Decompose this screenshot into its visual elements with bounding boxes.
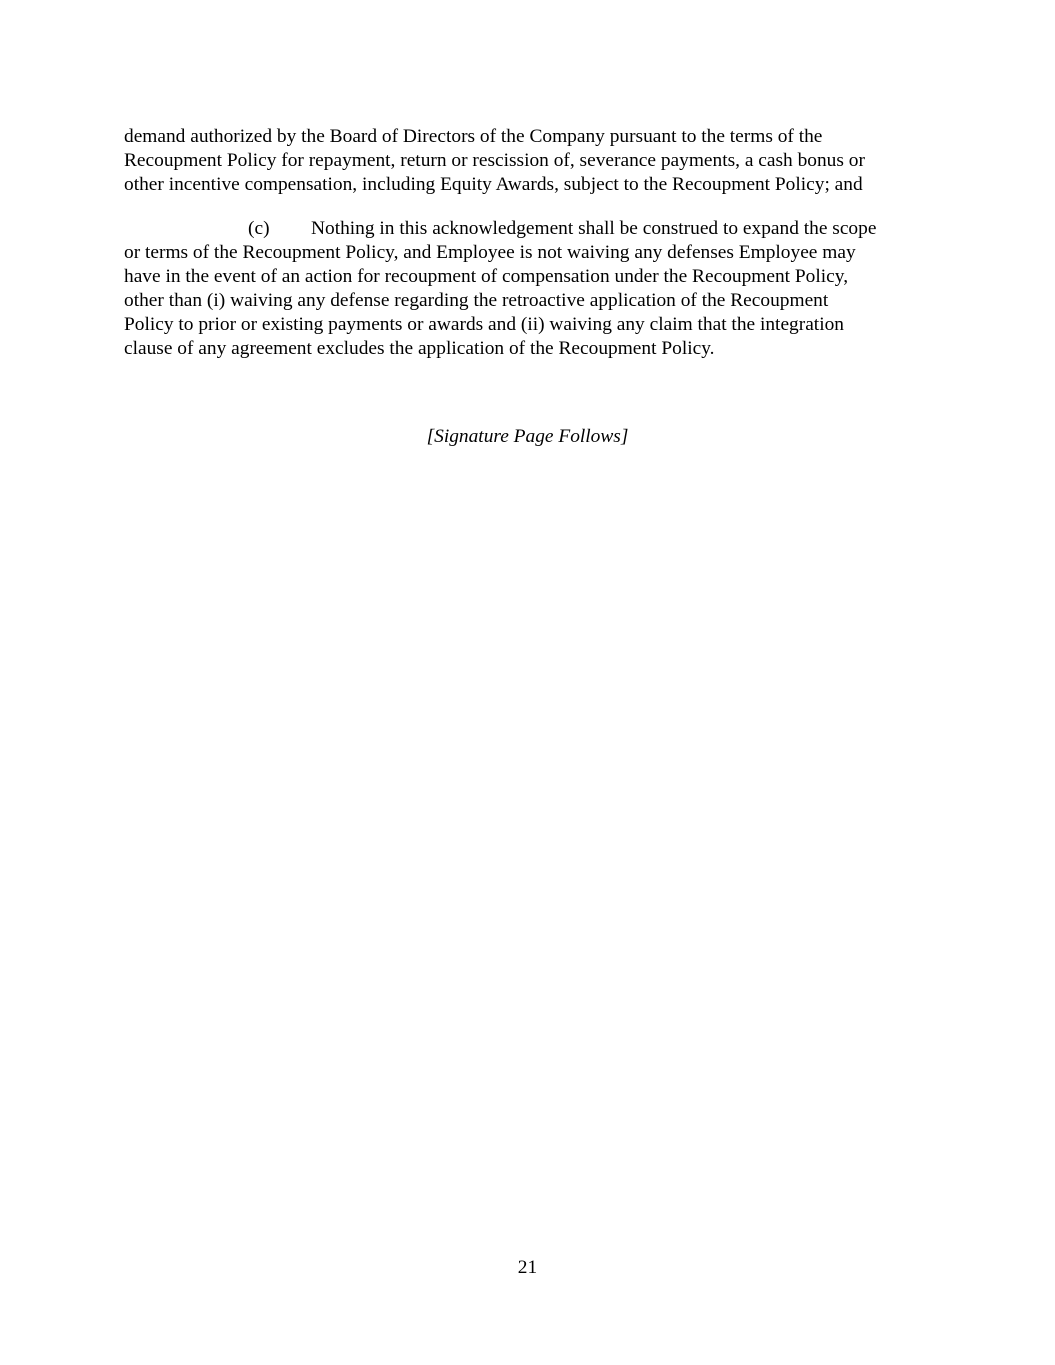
paragraph-c-line: have in the event of an action for recoupment of compensation under the Recoupment Policy, [124,266,849,287]
paragraph-c-line: Policy to prior or existing payments or awards and (ii) waiving any claim that the integration [124,314,844,335]
paragraph-b-line: other incentive compensation, including Equity Awards, subject to the Recoupment Policy; and [124,174,863,195]
paragraph-c-line: clause of any agreement excludes the application of the Recoupment Policy. [124,338,715,359]
paragraph-c-line: or terms of the Recoupment Policy, and Employee is not waiving any defenses Employee may [124,242,856,263]
signature-page-note: [Signature Page Follows] [426,426,629,447]
paragraph-c-line: other than (i) waiving any defense regarding the retroactive application of the Recoupment [124,290,829,311]
paragraph-c-first-line: Nothing in this acknowledgement shall be construed to expand the scope [311,218,877,239]
paragraph-c-label: (c) [248,218,270,239]
paragraph-b-line: demand authorized by the Board of Directors of the Company pursuant to the terms of the [124,126,823,147]
page-number: 21 [517,1257,538,1278]
paragraph-b-line: Recoupment Policy for repayment, return or rescission of, severance payments, a cash bonus or [124,150,865,171]
